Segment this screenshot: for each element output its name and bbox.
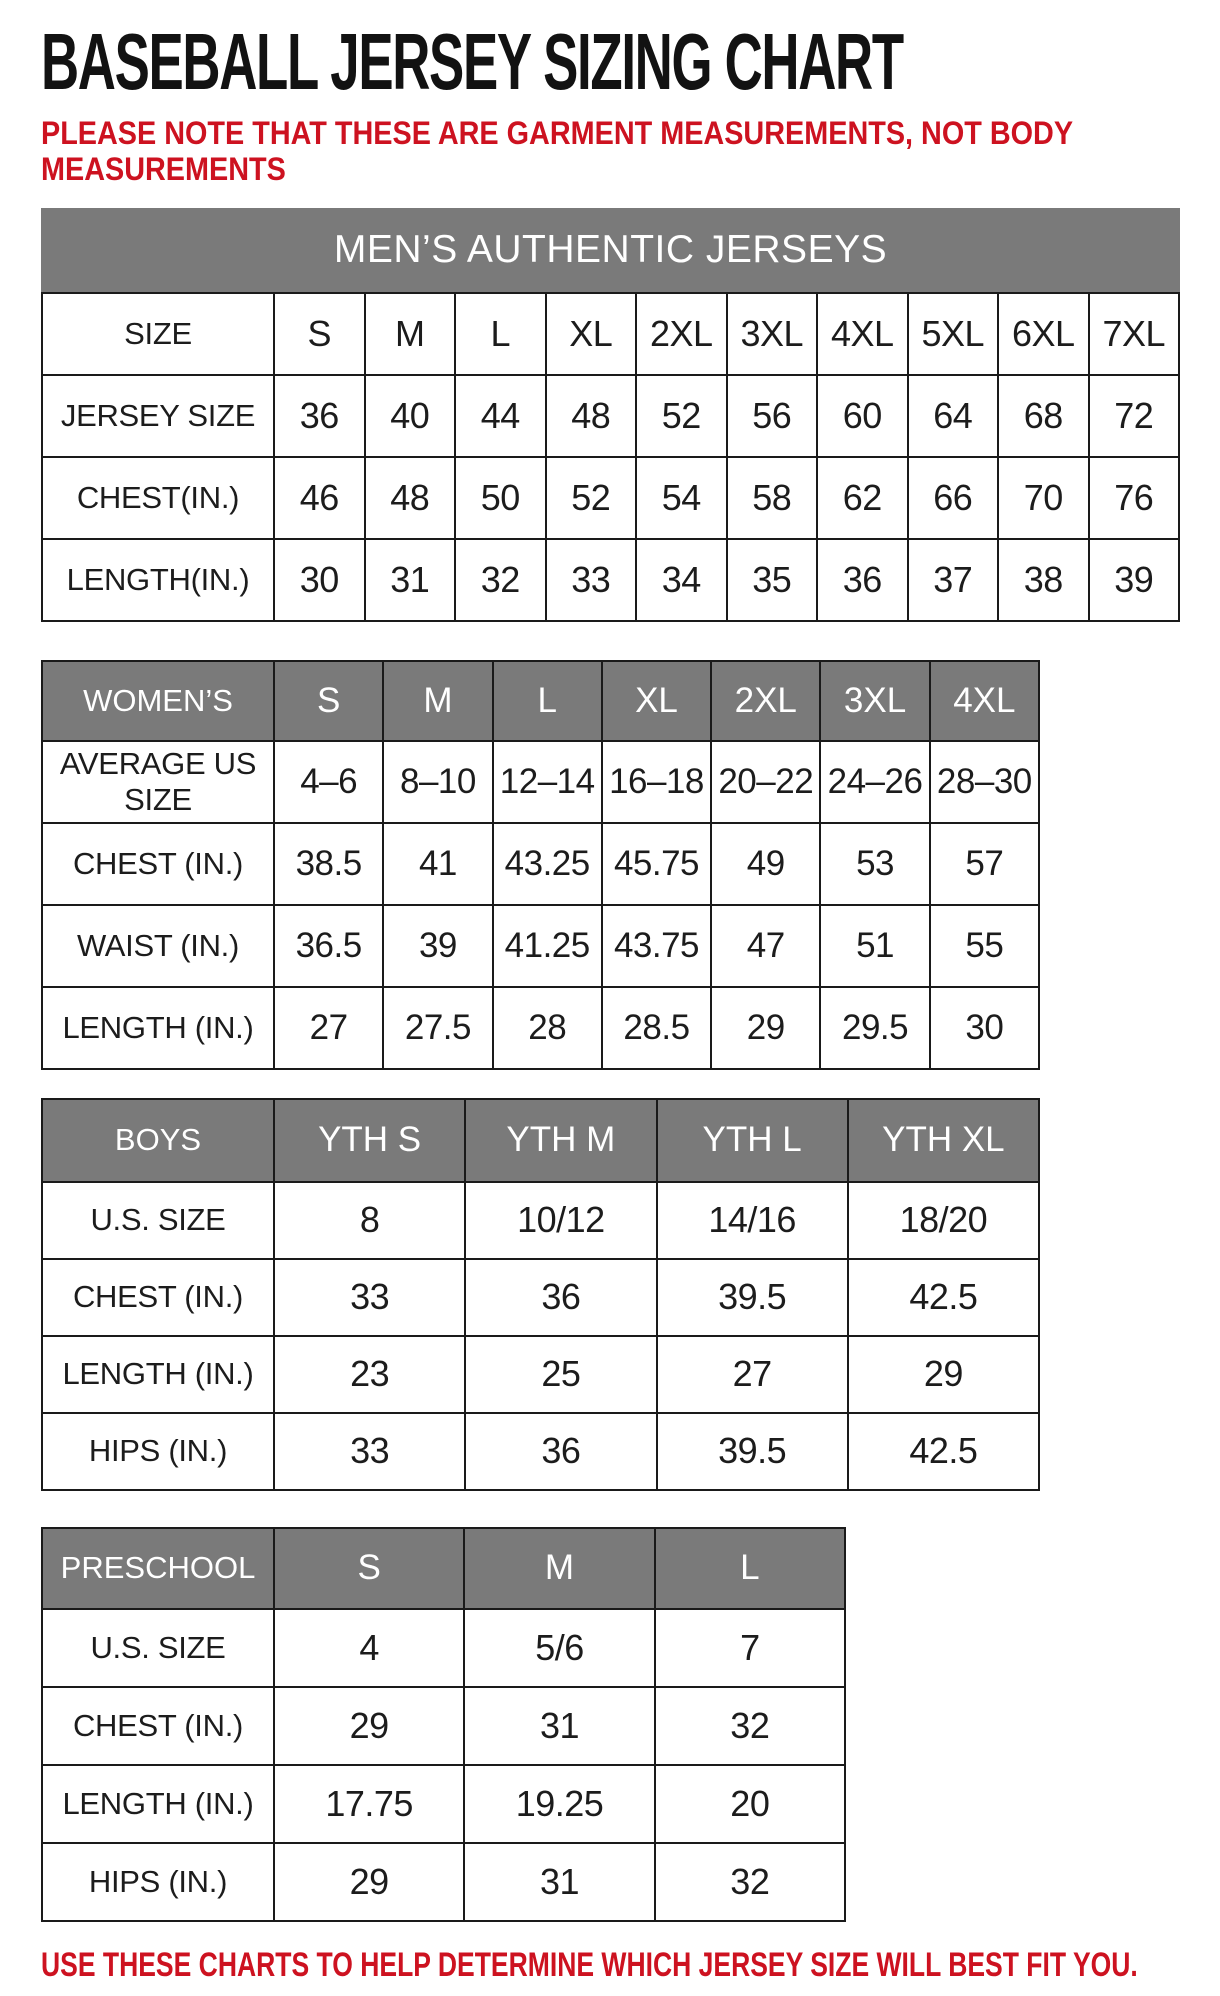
value-cell: 36 (817, 539, 908, 621)
table-row (42, 1182, 1039, 1259)
value-cell: 25 (465, 1336, 656, 1413)
size-header-cell: 4XL (930, 661, 1039, 741)
value-cell: 4XL (817, 293, 908, 375)
value-cell: 5XL (908, 293, 999, 375)
value-cell: 76 (1089, 457, 1180, 539)
value-cell: 8–10 (383, 741, 492, 823)
value-cell: 55 (930, 905, 1039, 987)
value-cell: 8 (274, 1182, 465, 1259)
size-header-cell: M (383, 661, 492, 741)
value-cell: 39.5 (657, 1259, 848, 1336)
row-label-cell: LENGTH (IN.) (42, 1765, 274, 1843)
value-cell: 3XL (727, 293, 818, 375)
table-row (42, 293, 1179, 375)
value-cell: 60 (817, 375, 908, 457)
table-row (42, 1843, 845, 1921)
table-header-row (42, 1099, 1039, 1182)
value-cell: 56 (727, 375, 818, 457)
value-cell: 43.75 (602, 905, 711, 987)
table-row (42, 823, 1039, 905)
value-cell: 72 (1089, 375, 1180, 457)
value-cell: 36 (465, 1413, 656, 1490)
value-cell: 28–30 (930, 741, 1039, 823)
value-cell: L (455, 293, 546, 375)
sizing-chart-page (0, 17, 1220, 1985)
value-cell: 33 (546, 539, 637, 621)
value-cell: 51 (820, 905, 929, 987)
row-label-cell: CHEST (IN.) (42, 823, 274, 905)
value-cell: XL (546, 293, 637, 375)
preschool-section (41, 1527, 1200, 1922)
value-cell: 41.25 (493, 905, 602, 987)
value-cell: 20–22 (711, 741, 820, 823)
value-cell: 70 (998, 457, 1089, 539)
size-header-cell: XL (602, 661, 711, 741)
value-cell: 45.75 (602, 823, 711, 905)
value-cell: 66 (908, 457, 999, 539)
value-cell: 28.5 (602, 987, 711, 1069)
value-cell: 39 (1089, 539, 1180, 621)
size-header-cell: 3XL (820, 661, 929, 741)
table-row (42, 1336, 1039, 1413)
row-label-cell: SIZE (42, 293, 274, 375)
row-label-cell: CHEST (IN.) (42, 1687, 274, 1765)
table-row (42, 1259, 1039, 1336)
value-cell: 18/20 (848, 1182, 1039, 1259)
value-cell: 32 (655, 1843, 845, 1921)
value-cell: 4 (274, 1609, 464, 1687)
header-label-cell: BOYS (42, 1099, 274, 1182)
value-cell: 27.5 (383, 987, 492, 1069)
value-cell: 14/16 (657, 1182, 848, 1259)
value-cell: 4–6 (274, 741, 383, 823)
value-cell: 43.25 (493, 823, 602, 905)
value-cell: 17.75 (274, 1765, 464, 1843)
mens-table-banner: MEN’S AUTHENTIC JERSEYS (41, 208, 1180, 292)
value-cell: 62 (817, 457, 908, 539)
value-cell: 7XL (1089, 293, 1180, 375)
value-cell: 28 (493, 987, 602, 1069)
garment-measurements-note: PLEASE NOTE THAT THESE ARE GARMENT MEASUREMENTS, NOT BODY MEASUREMENTS (41, 115, 1073, 187)
header-label-cell: WOMEN’S (42, 661, 274, 741)
table-row (42, 457, 1179, 539)
row-label-cell: AVERAGE US SIZE (42, 741, 274, 823)
value-cell: 30 (930, 987, 1039, 1069)
mens-size-table (41, 292, 1180, 622)
size-header-cell: YTH XL (848, 1099, 1039, 1182)
value-cell: 58 (727, 457, 818, 539)
value-cell: 32 (455, 539, 546, 621)
value-cell: 32 (655, 1687, 845, 1765)
table-row (42, 539, 1179, 621)
value-cell: 27 (657, 1336, 848, 1413)
value-cell: S (274, 293, 365, 375)
value-cell: 57 (930, 823, 1039, 905)
value-cell: 16–18 (602, 741, 711, 823)
value-cell: 29 (848, 1336, 1039, 1413)
value-cell: 31 (365, 539, 456, 621)
value-cell: 12–14 (493, 741, 602, 823)
value-cell: 47 (711, 905, 820, 987)
value-cell: 31 (464, 1687, 654, 1765)
value-cell: 31 (464, 1843, 654, 1921)
row-label-cell: LENGTH (IN.) (42, 1336, 274, 1413)
mens-section (41, 208, 1200, 622)
value-cell: 24–26 (820, 741, 929, 823)
value-cell: 54 (636, 457, 727, 539)
value-cell: 42.5 (848, 1259, 1039, 1336)
row-label-cell: CHEST (IN.) (42, 1259, 274, 1336)
value-cell: 42.5 (848, 1413, 1039, 1490)
row-label-cell: HIPS (IN.) (42, 1843, 274, 1921)
header-label-cell: PRESCHOOL (42, 1528, 274, 1609)
table-row (42, 987, 1039, 1069)
value-cell: 50 (455, 457, 546, 539)
value-cell: 53 (820, 823, 929, 905)
table-row (42, 1765, 845, 1843)
value-cell: 27 (274, 987, 383, 1069)
row-label-cell: U.S. SIZE (42, 1182, 274, 1259)
size-header-cell: L (493, 661, 602, 741)
table-row (42, 905, 1039, 987)
row-label-cell: U.S. SIZE (42, 1609, 274, 1687)
value-cell: 68 (998, 375, 1089, 457)
size-header-cell: S (274, 661, 383, 741)
fit-advice-note: USE THESE CHARTS TO HELP DETERMINE WHICH JERSEY SIZE WILL BEST FIT YOU. (41, 1945, 1138, 1984)
value-cell: 6XL (998, 293, 1089, 375)
value-cell: 29 (274, 1687, 464, 1765)
value-cell: 38.5 (274, 823, 383, 905)
boys-size-table (41, 1098, 1040, 1491)
size-header-cell: M (464, 1528, 654, 1609)
table-row (42, 741, 1039, 823)
womens-size-table (41, 660, 1040, 1070)
womens-section (41, 660, 1200, 1070)
value-cell: 44 (455, 375, 546, 457)
value-cell: 2XL (636, 293, 727, 375)
value-cell: 7 (655, 1609, 845, 1687)
value-cell: 29 (711, 987, 820, 1069)
value-cell: 35 (727, 539, 818, 621)
value-cell: 29 (274, 1843, 464, 1921)
value-cell: 33 (274, 1413, 465, 1490)
size-header-cell: S (274, 1528, 464, 1609)
value-cell: 39 (383, 905, 492, 987)
value-cell: 10/12 (465, 1182, 656, 1259)
table-row (42, 1609, 845, 1687)
value-cell: 20 (655, 1765, 845, 1843)
table-row (42, 375, 1179, 457)
value-cell: 30 (274, 539, 365, 621)
row-label-cell: CHEST(IN.) (42, 457, 274, 539)
value-cell: 38 (998, 539, 1089, 621)
value-cell: 64 (908, 375, 999, 457)
value-cell: 48 (365, 457, 456, 539)
value-cell: 19.25 (464, 1765, 654, 1843)
size-header-cell: 2XL (711, 661, 820, 741)
size-header-cell: L (655, 1528, 845, 1609)
value-cell: 49 (711, 823, 820, 905)
row-label-cell: JERSEY SIZE (42, 375, 274, 457)
value-cell: 29.5 (820, 987, 929, 1069)
table-row (42, 1413, 1039, 1490)
row-label-cell: LENGTH(IN.) (42, 539, 274, 621)
value-cell: 5/6 (464, 1609, 654, 1687)
page-title: BASEBALL JERSEY SIZING CHART (41, 17, 903, 106)
value-cell: 39.5 (657, 1413, 848, 1490)
boys-section (41, 1098, 1200, 1491)
row-label-cell: HIPS (IN.) (42, 1413, 274, 1490)
value-cell: 36 (465, 1259, 656, 1336)
value-cell: 34 (636, 539, 727, 621)
table-row (42, 1687, 845, 1765)
value-cell: M (365, 293, 456, 375)
size-header-cell: YTH M (465, 1099, 656, 1182)
value-cell: 52 (636, 375, 727, 457)
preschool-size-table (41, 1527, 846, 1922)
row-label-cell: LENGTH (IN.) (42, 987, 274, 1069)
value-cell: 41 (383, 823, 492, 905)
size-header-cell: YTH S (274, 1099, 465, 1182)
value-cell: 23 (274, 1336, 465, 1413)
value-cell: 46 (274, 457, 365, 539)
value-cell: 52 (546, 457, 637, 539)
size-header-cell: YTH L (657, 1099, 848, 1182)
row-label-cell: WAIST (IN.) (42, 905, 274, 987)
value-cell: 36 (274, 375, 365, 457)
value-cell: 48 (546, 375, 637, 457)
table-header-row (42, 661, 1039, 741)
table-header-row (42, 1528, 845, 1609)
value-cell: 40 (365, 375, 456, 457)
value-cell: 33 (274, 1259, 465, 1336)
value-cell: 37 (908, 539, 999, 621)
value-cell: 36.5 (274, 905, 383, 987)
